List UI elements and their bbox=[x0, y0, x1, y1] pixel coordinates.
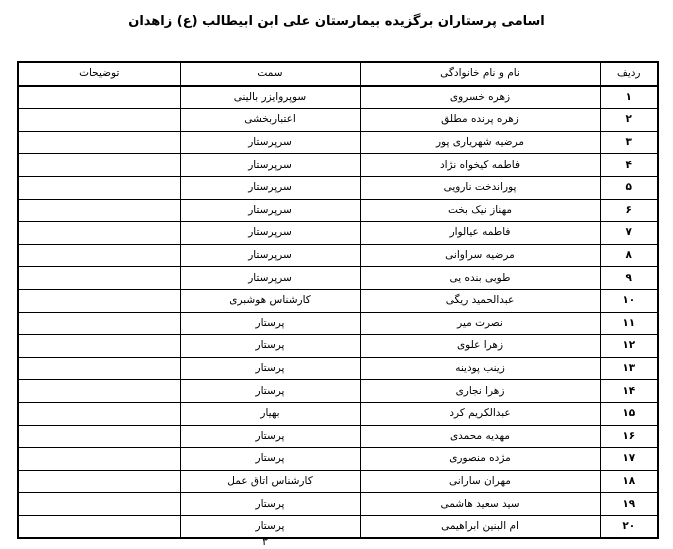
row-position: پرستار bbox=[180, 515, 360, 538]
row-notes bbox=[18, 131, 180, 154]
row-position: پرستار bbox=[180, 380, 360, 403]
row-position: سرپرستار bbox=[180, 199, 360, 222]
table-header-row bbox=[18, 62, 658, 86]
table-row bbox=[18, 448, 658, 471]
row-name: مرضیه سراوانی bbox=[360, 244, 600, 267]
table-row bbox=[18, 402, 658, 425]
row-name: مهدیه محمدی bbox=[360, 425, 600, 448]
row-position: کارشناس اتاق عمل bbox=[180, 470, 360, 493]
table-row bbox=[18, 176, 658, 199]
row-notes bbox=[18, 448, 180, 471]
row-name: فاطمه عیالوار bbox=[360, 222, 600, 245]
row-name: زهره پرنده مطلق bbox=[360, 109, 600, 132]
table-row bbox=[18, 86, 658, 109]
row-notes bbox=[18, 267, 180, 290]
header-number: ردیف bbox=[600, 62, 658, 86]
row-number: ۱۳ bbox=[600, 357, 658, 380]
row-name: پوراندخت نارویی bbox=[360, 176, 600, 199]
row-number: ۵ bbox=[600, 176, 658, 199]
row-number: ۱۰ bbox=[600, 289, 658, 312]
row-number: ۴ bbox=[600, 154, 658, 177]
row-name: مهران سارانی bbox=[360, 470, 600, 493]
row-name: مرضیه شهریاری پور bbox=[360, 131, 600, 154]
row-number: ۱۵ bbox=[600, 402, 658, 425]
row-position: سرپرستار bbox=[180, 131, 360, 154]
header-name: نام و نام خانوادگی bbox=[360, 62, 600, 86]
row-number: ۱ bbox=[600, 86, 658, 109]
table-row bbox=[18, 109, 658, 132]
row-notes bbox=[18, 493, 180, 516]
row-position: پرستار bbox=[180, 425, 360, 448]
row-name: زهرا علوی bbox=[360, 335, 600, 358]
table-row bbox=[18, 267, 658, 290]
row-number: ۸ bbox=[600, 244, 658, 267]
row-notes bbox=[18, 402, 180, 425]
table-row bbox=[18, 380, 658, 403]
row-notes bbox=[18, 86, 180, 109]
row-notes bbox=[18, 176, 180, 199]
row-name: مهناز نیک بخت bbox=[360, 199, 600, 222]
table-row bbox=[18, 470, 658, 493]
row-notes bbox=[18, 244, 180, 267]
row-notes bbox=[18, 222, 180, 245]
row-notes bbox=[18, 380, 180, 403]
table-row bbox=[18, 131, 658, 154]
row-position: سرپرستار bbox=[180, 267, 360, 290]
row-position: سرپرستار bbox=[180, 154, 360, 177]
table-body bbox=[18, 86, 658, 539]
row-number: ۶ bbox=[600, 199, 658, 222]
row-name: عبدالکریم کرد bbox=[360, 402, 600, 425]
row-notes bbox=[18, 515, 180, 538]
row-number: ۲۰ bbox=[600, 515, 658, 538]
row-position: پرستار bbox=[180, 493, 360, 516]
row-notes bbox=[18, 289, 180, 312]
page-number: ۳ bbox=[262, 535, 268, 548]
row-name: طوبی بنده یی bbox=[360, 267, 600, 290]
table-row bbox=[18, 335, 658, 358]
row-number: ۱۷ bbox=[600, 448, 658, 471]
row-notes bbox=[18, 109, 180, 132]
row-notes bbox=[18, 357, 180, 380]
row-name: نصرت میر bbox=[360, 312, 600, 335]
row-number: ۳ bbox=[600, 131, 658, 154]
row-number: ۲ bbox=[600, 109, 658, 132]
table-row bbox=[18, 154, 658, 177]
document-title: اسامی پرستاران برگزیده بیمارستان علی ابن ابیطالب (ع) زاهدان bbox=[128, 14, 545, 29]
row-number: ۱۱ bbox=[600, 312, 658, 335]
row-notes bbox=[18, 154, 180, 177]
row-name: ام البنین ابراهیمی bbox=[360, 515, 600, 538]
row-position: اعتباربخشی bbox=[180, 109, 360, 132]
table-row bbox=[18, 244, 658, 267]
table-row bbox=[18, 357, 658, 380]
row-position: کارشناس هوشبری bbox=[180, 289, 360, 312]
row-position: بهیار bbox=[180, 402, 360, 425]
row-number: ۱۴ bbox=[600, 380, 658, 403]
row-position: سرپرستار bbox=[180, 176, 360, 199]
row-name: مژده منصوری bbox=[360, 448, 600, 471]
table-row bbox=[18, 312, 658, 335]
row-notes bbox=[18, 425, 180, 448]
header-notes: توضیحات bbox=[18, 62, 180, 86]
row-notes bbox=[18, 470, 180, 493]
row-position: سرپرستار bbox=[180, 222, 360, 245]
row-number: ۷ bbox=[600, 222, 658, 245]
row-notes bbox=[18, 199, 180, 222]
row-position: پرستار bbox=[180, 357, 360, 380]
table-row bbox=[18, 222, 658, 245]
row-number: ۱۸ bbox=[600, 470, 658, 493]
table-row bbox=[18, 289, 658, 312]
row-number: ۹ bbox=[600, 267, 658, 290]
table-row bbox=[18, 199, 658, 222]
row-position: پرستار bbox=[180, 448, 360, 471]
row-notes bbox=[18, 312, 180, 335]
row-name: زهرا نجاری bbox=[360, 380, 600, 403]
row-name: عبدالحمید ریگی bbox=[360, 289, 600, 312]
row-name: سید سعید هاشمی bbox=[360, 493, 600, 516]
header-position: سمت bbox=[180, 62, 360, 86]
row-notes bbox=[18, 335, 180, 358]
table-row bbox=[18, 493, 658, 516]
row-position: پرستار bbox=[180, 335, 360, 358]
nurses-table bbox=[17, 61, 659, 539]
row-position: سرپرستار bbox=[180, 244, 360, 267]
row-number: ۱۲ bbox=[600, 335, 658, 358]
table-row bbox=[18, 515, 658, 538]
row-number: ۱۹ bbox=[600, 493, 658, 516]
row-name: زهره خسروی bbox=[360, 86, 600, 109]
row-name: زینب پودینه bbox=[360, 357, 600, 380]
row-position: سوپروایزر بالینی bbox=[180, 86, 360, 109]
row-position: پرستار bbox=[180, 312, 360, 335]
row-number: ۱۶ bbox=[600, 425, 658, 448]
row-name: فاطمه کیخواه نژاد bbox=[360, 154, 600, 177]
table-row bbox=[18, 425, 658, 448]
